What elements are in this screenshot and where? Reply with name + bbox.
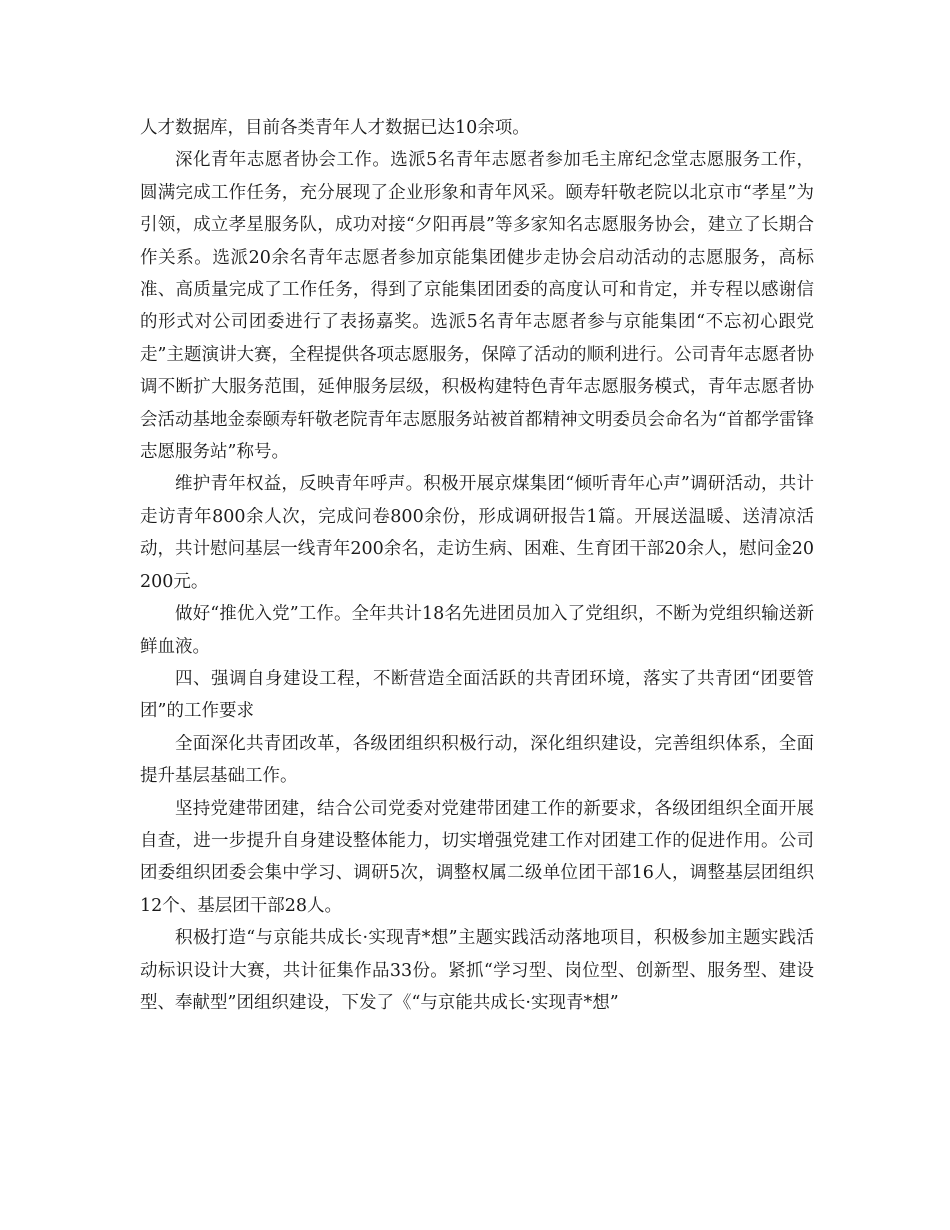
section-heading-four: 四、强调自身建设工程，不断营造全面活跃的共青团环境，落实了共青团“团要管团”的工作要求 (140, 668, 814, 722)
paragraph-youth-rights: 维护青年权益，反映青年呼声。积极开展京煤集团“倾听青年心声”调研活动，共计走访青年800余人次，完成问卷800余份，形成调研报告1篇。开展送温暖、送清凉活动，共计慰问基层一线青年200余名，走访生病、困难、生育团干部20余人，慰问金20200元。 (140, 474, 814, 592)
document-body (140, 112, 814, 1019)
paragraph-party-building: 坚持党建带团建，结合公司党委对党建带团建工作的新要求，各级团组织全面开展自查，进一步提升自身建设整体能力，切实增强党建工作对团建工作的促进作用。公司团委组织团委会集中学习、调研5次，调整权属二级单位团干部16人，调整基层团组织12个、基层团干部28人。 (140, 798, 814, 916)
paragraph-theme-practice: 积极打造“与京能共成长·实现青*想”主题实践活动落地项目，积极参加主题实践活动标识设计大赛，共计征集作品33份。紧抓“学习型、岗位型、创新型、服务型、建设型、奉献型”团组织建设，下发了《“与京能共成长·实现青*想” (140, 928, 814, 1013)
paragraph-talent-database: 人才数据库，目前各类青年人才数据已达10余项。 (140, 118, 530, 138)
paragraph-league-reform: 全面深化共青团改革，各级团组织积极行动，深化组织建设，完善组织体系，全面提升基层基础工作。 (140, 733, 814, 787)
paragraph-party-recommendation: 做好“推优入党”工作。全年共计18名先进团员加入了党组织，不断为党组织输送新鲜血液。 (140, 604, 814, 657)
paragraph-volunteer-association: 深化青年志愿者协会工作。选派5名青年志愿者参加毛主席纪念堂志愿服务工作，圆满完成工作任务，充分展现了企业形象和青年风采。颐寿轩敬老院以北京市“孝星”为引领，成立孝星服务队，成功对接“夕阳再晨”等多家知名志愿服务协会，建立了长期合作关系。选派20余名青年志愿者参加京能集团健步走协会启动活动的志愿服务，高标准、高质量完成了工作任务，得到了京能集团团委的高度认可和肯定，并专程以感谢信的形式对公司团委进行了表扬嘉奖。选派5名青年志愿者参与京能集团“不忘初心跟党走”主题演讲大赛，全程提供各项志愿服务，保障了活动的顺利进行。公司青年志愿者协调不断扩大服务范围，延伸服务层级，积极构建特色青年志愿服务模式，青年志愿者协会活动基地金泰颐寿轩敬老院青年志愿服务站被首都精神文明委员会命名为“首都学雷锋志愿服务站”称号。 (140, 150, 814, 463)
